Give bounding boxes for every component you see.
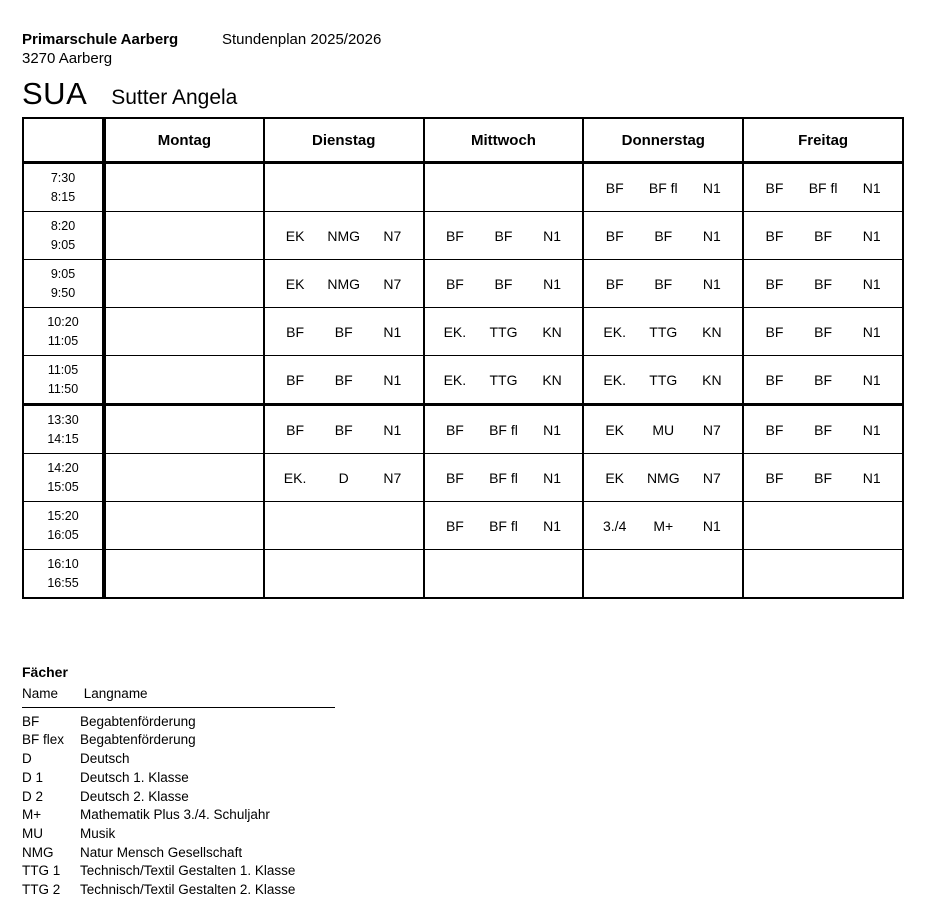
time-end: 15:05: [47, 479, 79, 494]
lesson-subject: BF: [654, 227, 673, 244]
lesson-entry: [265, 470, 423, 486]
lesson-class: BF: [445, 421, 464, 438]
lesson-entry: [744, 422, 902, 438]
lesson-class: BF: [286, 323, 305, 340]
legend-subject-code: MU: [22, 825, 43, 841]
lesson-cell: [583, 260, 743, 308]
lesson-class: BF: [765, 421, 784, 438]
day-header-mittwoch: Mittwoch: [424, 118, 584, 163]
legend-col-langname: Langname: [83, 686, 148, 701]
lesson-class: EK.: [443, 371, 467, 388]
lesson-entry: [584, 372, 742, 388]
time-start: 9:05: [50, 266, 76, 281]
lesson-class: EK: [285, 227, 305, 244]
lesson-cell: [743, 502, 903, 550]
lesson-entry: [425, 470, 583, 486]
lesson-class: BF: [445, 227, 464, 244]
lesson-entry: [744, 470, 902, 486]
timetable-row: [23, 356, 903, 405]
time-end: 11:05: [47, 333, 79, 348]
time-cell: [23, 502, 104, 550]
lesson-cell: [583, 163, 743, 212]
time-start: 16:10: [47, 556, 79, 571]
lesson-entry: [584, 422, 742, 438]
lesson-cell: [424, 163, 584, 212]
time-start: 8:20: [50, 218, 76, 233]
lesson-room: N1: [702, 179, 721, 196]
lesson-cell: [743, 405, 903, 454]
time-end: 9:05: [50, 237, 76, 252]
lesson-class: EK: [605, 421, 625, 438]
lesson-cell: [583, 212, 743, 260]
lesson-class: BF: [445, 517, 464, 534]
legend-subject-code: TTG 2: [22, 882, 61, 898]
school-name: Primarschule Aarberg: [22, 31, 179, 48]
lesson-cell: [264, 502, 424, 550]
lesson-subject: D: [338, 469, 349, 486]
time-end: 9:50: [50, 285, 76, 300]
legend-subject-longname: Technisch/Textil Gestalten 2. Klasse: [80, 882, 296, 898]
legend-subject-longname: Technisch/Textil Gestalten 1. Klasse: [80, 863, 296, 879]
lesson-room: N1: [383, 323, 402, 340]
lesson-entry: [425, 422, 583, 438]
lesson-room: N1: [383, 421, 402, 438]
lesson-cell: [104, 550, 264, 599]
lesson-subject: BF: [494, 275, 513, 292]
lesson-subject: BF: [814, 227, 833, 244]
lesson-cell: [743, 356, 903, 405]
lesson-subject: BF: [334, 323, 353, 340]
lesson-subject: NMG: [327, 227, 361, 244]
legend-col-name: Name: [22, 686, 59, 701]
lesson-cell: [583, 356, 743, 405]
timetable: [22, 117, 904, 599]
time-cell: [23, 356, 104, 405]
timetable-row: [23, 502, 903, 550]
lesson-subject: BF fl: [489, 421, 518, 438]
lesson-entry: [265, 324, 423, 340]
lesson-room: KN: [542, 323, 562, 340]
lesson-room: N7: [383, 227, 402, 244]
lesson-cell: [424, 405, 584, 454]
lesson-room: N1: [543, 517, 562, 534]
teacher-line: [22, 76, 237, 112]
timetable-corner-cell: [23, 118, 104, 163]
legend-row: [22, 769, 352, 788]
legend-subject-longname: Deutsch 2. Klasse: [80, 788, 189, 804]
lesson-cell: [424, 550, 584, 599]
legend-subject-code: TTG 1: [22, 863, 61, 879]
lesson-entry: [744, 324, 902, 340]
day-header-donnerstag: Donnerstag: [583, 118, 743, 163]
lesson-room: N1: [862, 275, 881, 292]
lesson-room: N1: [543, 421, 562, 438]
lesson-subject: BF fl: [648, 179, 678, 196]
lesson-entry: [265, 422, 423, 438]
lesson-room: N7: [702, 469, 721, 486]
time-start: 15:20: [47, 508, 79, 523]
lesson-room: N7: [702, 421, 721, 438]
legend-subject-code: M+: [22, 807, 42, 823]
lesson-class: BF: [765, 469, 784, 486]
lesson-cell: [264, 260, 424, 308]
lesson-cell: [104, 308, 264, 356]
day-header-dienstag: Dienstag: [264, 118, 424, 163]
lesson-room: N1: [862, 179, 881, 196]
timetable-row: [23, 550, 903, 599]
lesson-entry: [584, 324, 742, 340]
legend-row: [22, 750, 352, 769]
lesson-subject: TTG: [649, 371, 678, 388]
lesson-cell: [264, 308, 424, 356]
lesson-class: BF: [605, 275, 624, 292]
lesson-cell: [743, 163, 903, 212]
legend-subject-longname: Begabtenförderung: [80, 713, 196, 729]
lesson-cell: [743, 454, 903, 502]
lesson-cell: [743, 212, 903, 260]
lesson-room: N7: [383, 275, 402, 292]
time-cell: [23, 212, 104, 260]
legend-subject-longname: Deutsch: [80, 751, 130, 767]
lesson-room: N1: [543, 469, 562, 486]
lesson-cell: [264, 454, 424, 502]
lesson-room: N1: [862, 469, 881, 486]
lesson-subject: MU: [652, 421, 675, 438]
school-city: 3270 Aarberg: [22, 50, 113, 67]
lesson-entry: [744, 180, 902, 196]
time-end: 16:05: [47, 527, 79, 542]
lesson-subject: BF fl: [489, 469, 518, 486]
timetable-body: [23, 163, 903, 599]
time-cell: [23, 260, 104, 308]
subject-legend: [22, 664, 352, 900]
lesson-cell: [743, 550, 903, 599]
lesson-cell: [424, 356, 584, 405]
time-start: 13:30: [47, 412, 79, 427]
lesson-subject: BF: [814, 421, 833, 438]
lesson-class: EK: [605, 469, 625, 486]
lesson-class: BF: [605, 227, 624, 244]
legend-row: [22, 881, 352, 900]
lesson-entry: [425, 518, 583, 534]
time-cell: [23, 550, 104, 599]
teacher-name: Sutter Angela: [111, 86, 238, 109]
legend-row: [22, 731, 352, 750]
lesson-room: N1: [702, 227, 721, 244]
legend-row: [22, 844, 352, 863]
day-header-freitag: Freitag: [743, 118, 903, 163]
lesson-subject: M+: [653, 517, 674, 534]
lesson-room: N1: [702, 275, 721, 292]
legend-subject-code: D 2: [22, 788, 44, 804]
lesson-class: EK.: [283, 469, 307, 486]
lesson-entry: [584, 518, 742, 534]
time-start: 14:20: [47, 460, 79, 475]
lesson-subject: BF: [814, 275, 833, 292]
lesson-cell: [424, 502, 584, 550]
lesson-class: EK.: [443, 323, 467, 340]
lesson-entry: [584, 470, 742, 486]
lesson-class: EK: [285, 275, 305, 292]
legend-subject-longname: Begabtenförderung: [80, 732, 196, 748]
lesson-cell: [104, 212, 264, 260]
legend-subject-longname: Mathematik Plus 3./4. Schuljahr: [80, 807, 270, 823]
lesson-class: BF: [765, 371, 784, 388]
lesson-subject: BF: [814, 371, 833, 388]
lesson-cell: [264, 356, 424, 405]
lesson-cell: [583, 308, 743, 356]
legend-subject-longname: Deutsch 1. Klasse: [80, 769, 189, 785]
lesson-subject: BF fl: [489, 517, 518, 534]
lesson-class: EK.: [603, 323, 626, 340]
lesson-class: BF: [765, 323, 784, 340]
lesson-entry: [744, 228, 902, 244]
lesson-class: BF: [445, 275, 464, 292]
lesson-class: BF: [286, 371, 305, 388]
lesson-room: N1: [862, 323, 881, 340]
lesson-cell: [264, 405, 424, 454]
lesson-room: N7: [383, 469, 402, 486]
lesson-entry: [744, 372, 902, 388]
lesson-entry: [584, 276, 742, 292]
legend-header-row: [22, 685, 335, 708]
lesson-cell: [583, 454, 743, 502]
lesson-subject: BF fl: [808, 179, 838, 196]
lesson-cell: [743, 260, 903, 308]
lesson-class: BF: [765, 275, 784, 292]
legend-row: [22, 713, 352, 732]
time-start: 10:20: [47, 314, 79, 329]
lesson-class: BF: [765, 227, 784, 244]
time-end: 14:15: [47, 431, 79, 446]
lesson-class: BF: [765, 179, 784, 196]
lesson-cell: [424, 308, 584, 356]
lesson-cell: [264, 163, 424, 212]
lesson-cell: [104, 163, 264, 212]
lesson-room: N1: [543, 275, 562, 292]
lesson-entry: [265, 372, 423, 388]
lesson-room: N1: [862, 371, 881, 388]
legend-title: Fächer: [22, 664, 68, 680]
lesson-subject: BF: [334, 421, 353, 438]
lesson-cell: [104, 454, 264, 502]
timetable-row: [23, 308, 903, 356]
timetable-row: [23, 163, 903, 212]
lesson-subject: TTG: [489, 371, 518, 388]
timetable-header-row: [23, 118, 903, 163]
lesson-cell: [104, 502, 264, 550]
legend-row: [22, 862, 352, 881]
timetable-row: [23, 260, 903, 308]
lesson-class: EK.: [603, 371, 626, 388]
time-end: 11:50: [47, 381, 79, 396]
legend-subject-code: NMG: [22, 844, 54, 860]
document-title: Stundenplan 2025/2026: [222, 31, 382, 48]
lesson-subject: BF: [334, 371, 353, 388]
legend-subject-longname: Natur Mensch Gesellschaft: [80, 844, 243, 860]
lesson-class: BF: [605, 179, 624, 196]
time-end: 8:15: [50, 189, 76, 204]
timetable-row: [23, 212, 903, 260]
legend-subject-code: D: [22, 751, 32, 767]
lesson-subject: BF: [654, 275, 673, 292]
lesson-room: N1: [862, 227, 881, 244]
legend-subject-code: BF: [22, 713, 40, 729]
lesson-entry: [425, 228, 583, 244]
lesson-room: N1: [543, 227, 562, 244]
time-cell: [23, 454, 104, 502]
lesson-room: N1: [383, 371, 402, 388]
lesson-class: BF: [286, 421, 305, 438]
lesson-cell: [583, 550, 743, 599]
lesson-class: 3./4: [603, 517, 627, 534]
time-start: 7:30: [50, 170, 76, 185]
lesson-room: KN: [702, 371, 722, 388]
time-cell: [23, 308, 104, 356]
legend-subject-longname: Musik: [80, 825, 116, 841]
lesson-subject: NMG: [327, 275, 361, 292]
timetable-row: [23, 454, 903, 502]
lesson-cell: [583, 502, 743, 550]
lesson-entry: [425, 372, 583, 388]
lesson-cell: [104, 405, 264, 454]
lesson-subject: TTG: [649, 323, 678, 340]
lesson-entry: [265, 276, 423, 292]
legend-rows: [22, 713, 352, 900]
lesson-subject: NMG: [646, 469, 680, 486]
lesson-room: N1: [702, 517, 721, 534]
lesson-entry: [425, 276, 583, 292]
day-header-montag: Montag: [104, 118, 264, 163]
lesson-cell: [424, 260, 584, 308]
lesson-cell: [104, 260, 264, 308]
lesson-cell: [424, 454, 584, 502]
time-cell: [23, 405, 104, 454]
lesson-subject: TTG: [489, 323, 518, 340]
lesson-entry: [265, 228, 423, 244]
lesson-entry: [425, 324, 583, 340]
legend-subject-code: D 1: [22, 769, 44, 785]
lesson-cell: [583, 405, 743, 454]
lesson-subject: BF: [494, 227, 513, 244]
lesson-subject: BF: [814, 469, 833, 486]
lesson-cell: [264, 550, 424, 599]
lesson-subject: BF: [814, 323, 833, 340]
legend-row: [22, 825, 352, 844]
lesson-entry: [744, 276, 902, 292]
legend-subject-code: BF flex: [22, 732, 65, 748]
time-start: 11:05: [47, 362, 79, 377]
teacher-code: SUA: [22, 76, 88, 111]
lesson-room: N1: [862, 421, 881, 438]
lesson-entry: [584, 228, 742, 244]
legend-row: [22, 806, 352, 825]
legend-row: [22, 788, 352, 807]
timetable-row: [23, 405, 903, 454]
lesson-cell: [424, 212, 584, 260]
time-end: 16:55: [47, 575, 79, 590]
lesson-class: BF: [445, 469, 464, 486]
lesson-room: KN: [542, 371, 562, 388]
lesson-cell: [264, 212, 424, 260]
lesson-cell: [104, 356, 264, 405]
time-cell: [23, 163, 104, 212]
lesson-entry: [584, 180, 742, 196]
lesson-cell: [743, 308, 903, 356]
lesson-room: KN: [702, 323, 722, 340]
